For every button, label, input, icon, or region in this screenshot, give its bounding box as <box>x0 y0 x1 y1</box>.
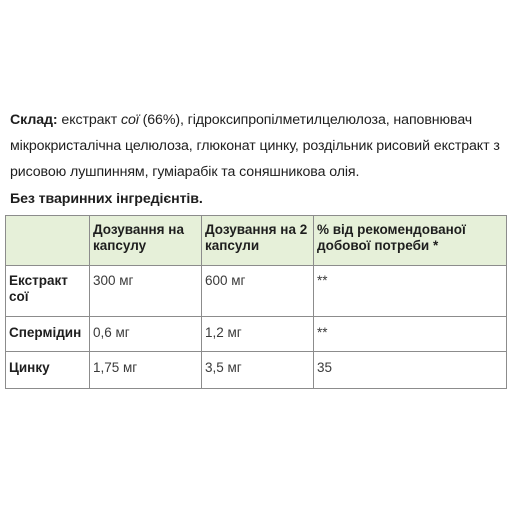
no-animal-ingredients-note: Без тваринних інгредієнтів. <box>10 191 203 207</box>
row-per-2-capsules: 600 мг <box>202 266 314 317</box>
dosage-table <box>5 215 507 389</box>
composition-text-start: екстракт <box>57 112 121 128</box>
table-row <box>6 266 507 317</box>
header-cell-per-2-capsules: Дозування на 2 капсули <box>202 216 314 266</box>
row-name: Цинку <box>6 352 90 389</box>
table-row <box>6 317 507 352</box>
row-per-capsule: 0,6 мг <box>90 317 202 352</box>
row-daily-percent: 35 <box>314 352 507 389</box>
composition-label: Склад: <box>10 112 58 128</box>
row-per-capsule: 300 мг <box>90 266 202 317</box>
header-cell-empty <box>6 216 90 266</box>
header-cell-daily-percent: % від рекомендованої добової потреби * <box>314 216 507 266</box>
row-per-2-capsules: 3,5 мг <box>202 352 314 389</box>
row-name: Спермідин <box>6 317 90 352</box>
row-name: Екстракт сої <box>6 266 90 317</box>
row-per-capsule: 1,75 мг <box>90 352 202 389</box>
row-per-2-capsules: 1,2 мг <box>202 317 314 352</box>
composition-paragraph <box>10 107 506 185</box>
table-header-row <box>6 216 507 266</box>
row-daily-percent: ** <box>314 266 507 317</box>
table-row <box>6 352 507 389</box>
composition-text-rest: (66%), гідроксипропілметилцелюлоза, наповнювач мікрокристалічна целюлоза, глюконат цинку, роздільник рисовий екстракт з рисовою лушпинням, гуміарабік та соняшникова олія. <box>10 112 500 180</box>
row-daily-percent: ** <box>314 317 507 352</box>
composition-soy: сої <box>120 112 139 128</box>
header-cell-per-capsule: Дозування на капсулу <box>90 216 202 266</box>
